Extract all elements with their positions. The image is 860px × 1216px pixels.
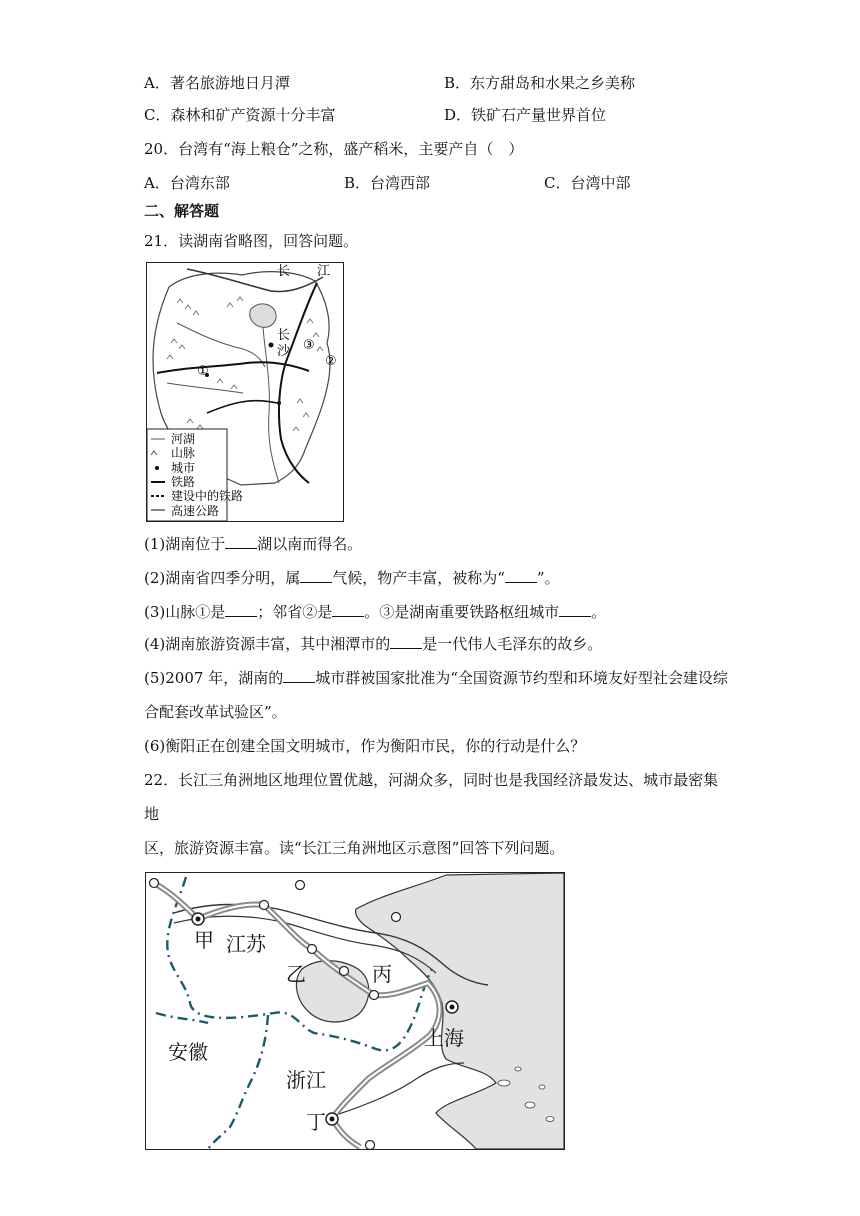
map-label-ding: 丁 (306, 1110, 326, 1134)
hunan-map (146, 262, 344, 522)
map-label-river-1: 长 (277, 264, 291, 279)
map-label-bing: 丙 (372, 962, 392, 986)
legend-city: 城市 (171, 461, 196, 475)
legend-river: 河湖 (171, 432, 196, 446)
q19-option-b: B．东方甜岛和水果之乡美称 (444, 74, 636, 92)
map-label-jiangsu: 江苏 (226, 932, 266, 956)
map-label-jia: 甲 (194, 928, 214, 952)
q21-sub1: (1)湖南位于 湖以南而得名。 (144, 535, 363, 553)
map-label-yi: 乙 (286, 962, 306, 986)
q21-stem: 21．读湖南省略图，回答问题。 (144, 232, 359, 250)
map-label-changsha-2: 沙 (277, 344, 291, 359)
legend-railway-construction: 建设中的铁路 (171, 489, 244, 503)
q19-option-d: D．铁矿石产量世界首位 (444, 106, 607, 124)
map-marker-2: ② (325, 354, 337, 369)
legend-railway: 铁路 (171, 475, 196, 489)
map-marker-3: ③ (303, 338, 315, 353)
q22-stem-line2: 地 (144, 805, 160, 823)
q21-sub5-line1: (5)2007 年，湖南的 城市群被国家批准为“全国资源节约型和环境友好型社会建设综 (144, 669, 728, 687)
map-label-shanghai: 上海 (424, 1026, 464, 1050)
map-label-changsha-1: 长 (277, 328, 291, 343)
q20-option-a: A．台湾东部 (144, 174, 230, 192)
q19-option-a: A．著名旅游地日月潭 (144, 74, 290, 92)
map-marker-1: ① (197, 364, 209, 379)
legend-highway: 高速公路 (171, 504, 220, 518)
q22-stem-line1: 22．长江三角洲地区地理位置优越，河湖众多，同时也是我国经济最发达、城市最密集 (144, 771, 719, 789)
map-label-anhui: 安徽 (168, 1040, 208, 1064)
q20-option-c: C．台湾中部 (544, 174, 631, 192)
q21-sub5-line2: 合配套改革试验区”。 (144, 703, 287, 721)
map-label-zhejiang: 浙江 (286, 1068, 326, 1092)
q21-sub6: (6)衡阳正在创建全国文明城市，作为衡阳市民，你的行动是什么？ (144, 737, 586, 755)
q21-sub3: (3)山脉①是 ；邻省②是 。③是湖南重要铁路枢纽城市 。 (144, 603, 607, 621)
yangtze-delta-map (145, 872, 565, 1150)
map-label-river-2: 江 (317, 264, 331, 279)
q20-option-b: B．台湾西部 (344, 174, 431, 192)
legend-mountain: 山脉 (171, 446, 196, 460)
q19-option-c: C．森林和矿产资源十分丰富 (144, 106, 336, 124)
q21-sub4: (4)湖南旅游资源丰富，其中湘潭市的 是一代伟人毛泽东的故乡。 (144, 635, 603, 653)
section-title: 二、解答题 (144, 202, 220, 220)
q22-stem-line3: 区，旅游资源丰富。读“长江三角洲地区示意图”回答下列问题。 (144, 839, 565, 857)
q20-stem: 20．台湾有“海上粮仓”之称，盛产稻米，主要产自（ ） (144, 140, 524, 158)
q21-sub2: (2)湖南省四季分明，属 气候，物产丰富，被称为“ ”。 (144, 569, 560, 587)
